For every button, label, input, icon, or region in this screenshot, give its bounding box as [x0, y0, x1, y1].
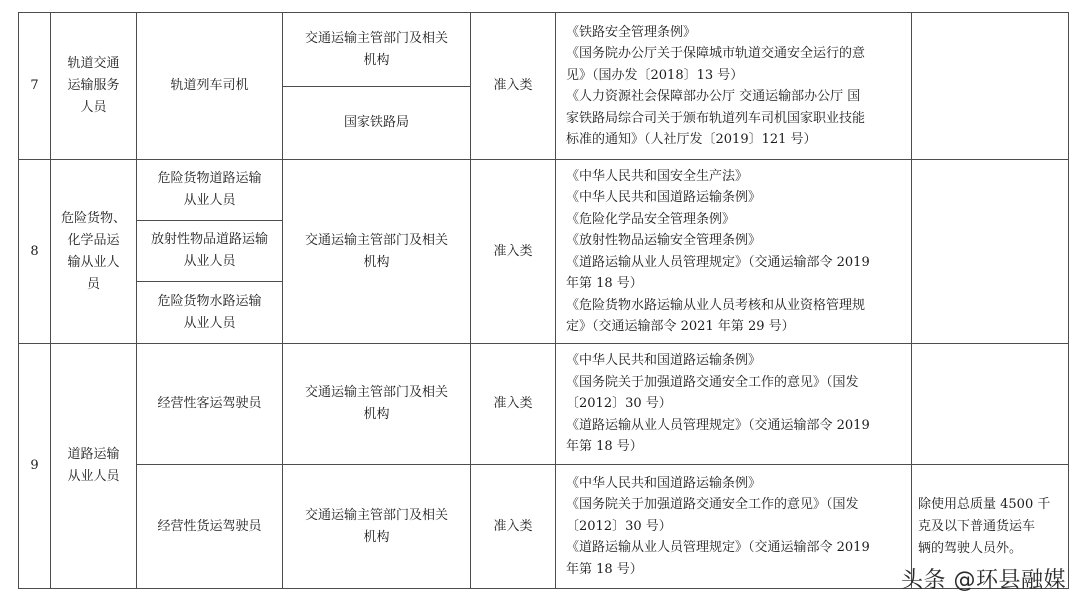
table-row-7	[19, 13, 1069, 87]
department-cell: 交通运输主管部门及相关 机构	[283, 160, 471, 344]
job-cell: 轨道列车司机	[137, 13, 283, 160]
department-cell: 交通运输主管部门及相关 机构	[283, 13, 471, 87]
note-cell	[912, 13, 1069, 160]
department-cell: 国家铁路局	[283, 87, 471, 160]
department-cell: 交通运输主管部门及相关 机构	[283, 344, 471, 465]
category-cell: 道路运输 从业人员	[51, 344, 137, 589]
row-number: 7	[19, 13, 51, 160]
type-cell: 准入类	[471, 160, 556, 344]
row-number: 9	[19, 344, 51, 589]
watermark: 头条 @环县融媒	[901, 568, 1066, 593]
note-cell	[912, 160, 1069, 344]
basis-cell: 《中华人民共和国道路运输条例》 《国务院关于加强道路交通安全工作的意见》（国发 〔2012〕30 号） 《道路运输从业人员管理规定》（交通运输部令 2019 年第 18 号）	[556, 344, 912, 465]
type-cell: 准入类	[471, 13, 556, 160]
table-row-9	[19, 344, 1069, 465]
job-cell: 危险货物水路运输 从业人员	[137, 282, 283, 344]
category-cell: 危险货物、 化学品运 输从业人 员	[51, 160, 137, 344]
basis-cell: 《中华人民共和国道路运输条例》 《国务院关于加强道路交通安全工作的意见》（国发 〔2012〕30 号） 《道路运输从业人员管理规定》（交通运输部令 2019 年第 18 号）	[556, 465, 912, 589]
job-cell: 经营性客运驾驶员	[137, 344, 283, 465]
job-cell: 经营性货运驾驶员	[137, 465, 283, 589]
type-cell: 准入类	[471, 465, 556, 589]
table-row-8	[19, 160, 1069, 221]
type-cell: 准入类	[471, 344, 556, 465]
basis-cell: 《中华人民共和国安全生产法》 《中华人民共和国道路运输条例》 《危险化学品安全管理条例》 《放射性物品运输安全管理条例》 《道路运输从业人员管理规定》（交通运输部令 2019 年第 18 号） 《危险货物水路运输从业人员考核和从业资格管理规 定》（交通运输部令 2021 年第 29 号）	[556, 160, 912, 344]
job-cell: 危险货物道路运输 从业人员	[137, 160, 283, 221]
department-cell: 交通运输主管部门及相关 机构	[283, 465, 471, 589]
note-cell	[912, 344, 1069, 465]
job-cell: 放射性物品道路运输 从业人员	[137, 221, 283, 282]
row-number: 8	[19, 160, 51, 344]
note-cell: 除使用总质量 4500 千 克及以下普通货运车 辆的驾驶人员外。	[912, 465, 1069, 589]
regulation-table	[18, 12, 1069, 589]
basis-cell: 《铁路安全管理条例》 《国务院办公厅关于保障城市轨道交通安全运行的意 见》（国办发〔2018〕13 号） 《人力资源社会保障部办公厅 交通运输部办公厅 国 家铁路局综合司关于颁布轨道列车司机国家职业技能 标准的通知》（人社厅发〔2019〕121 号）	[556, 13, 912, 160]
category-cell: 轨道交通 运输服务 人员	[51, 13, 137, 160]
